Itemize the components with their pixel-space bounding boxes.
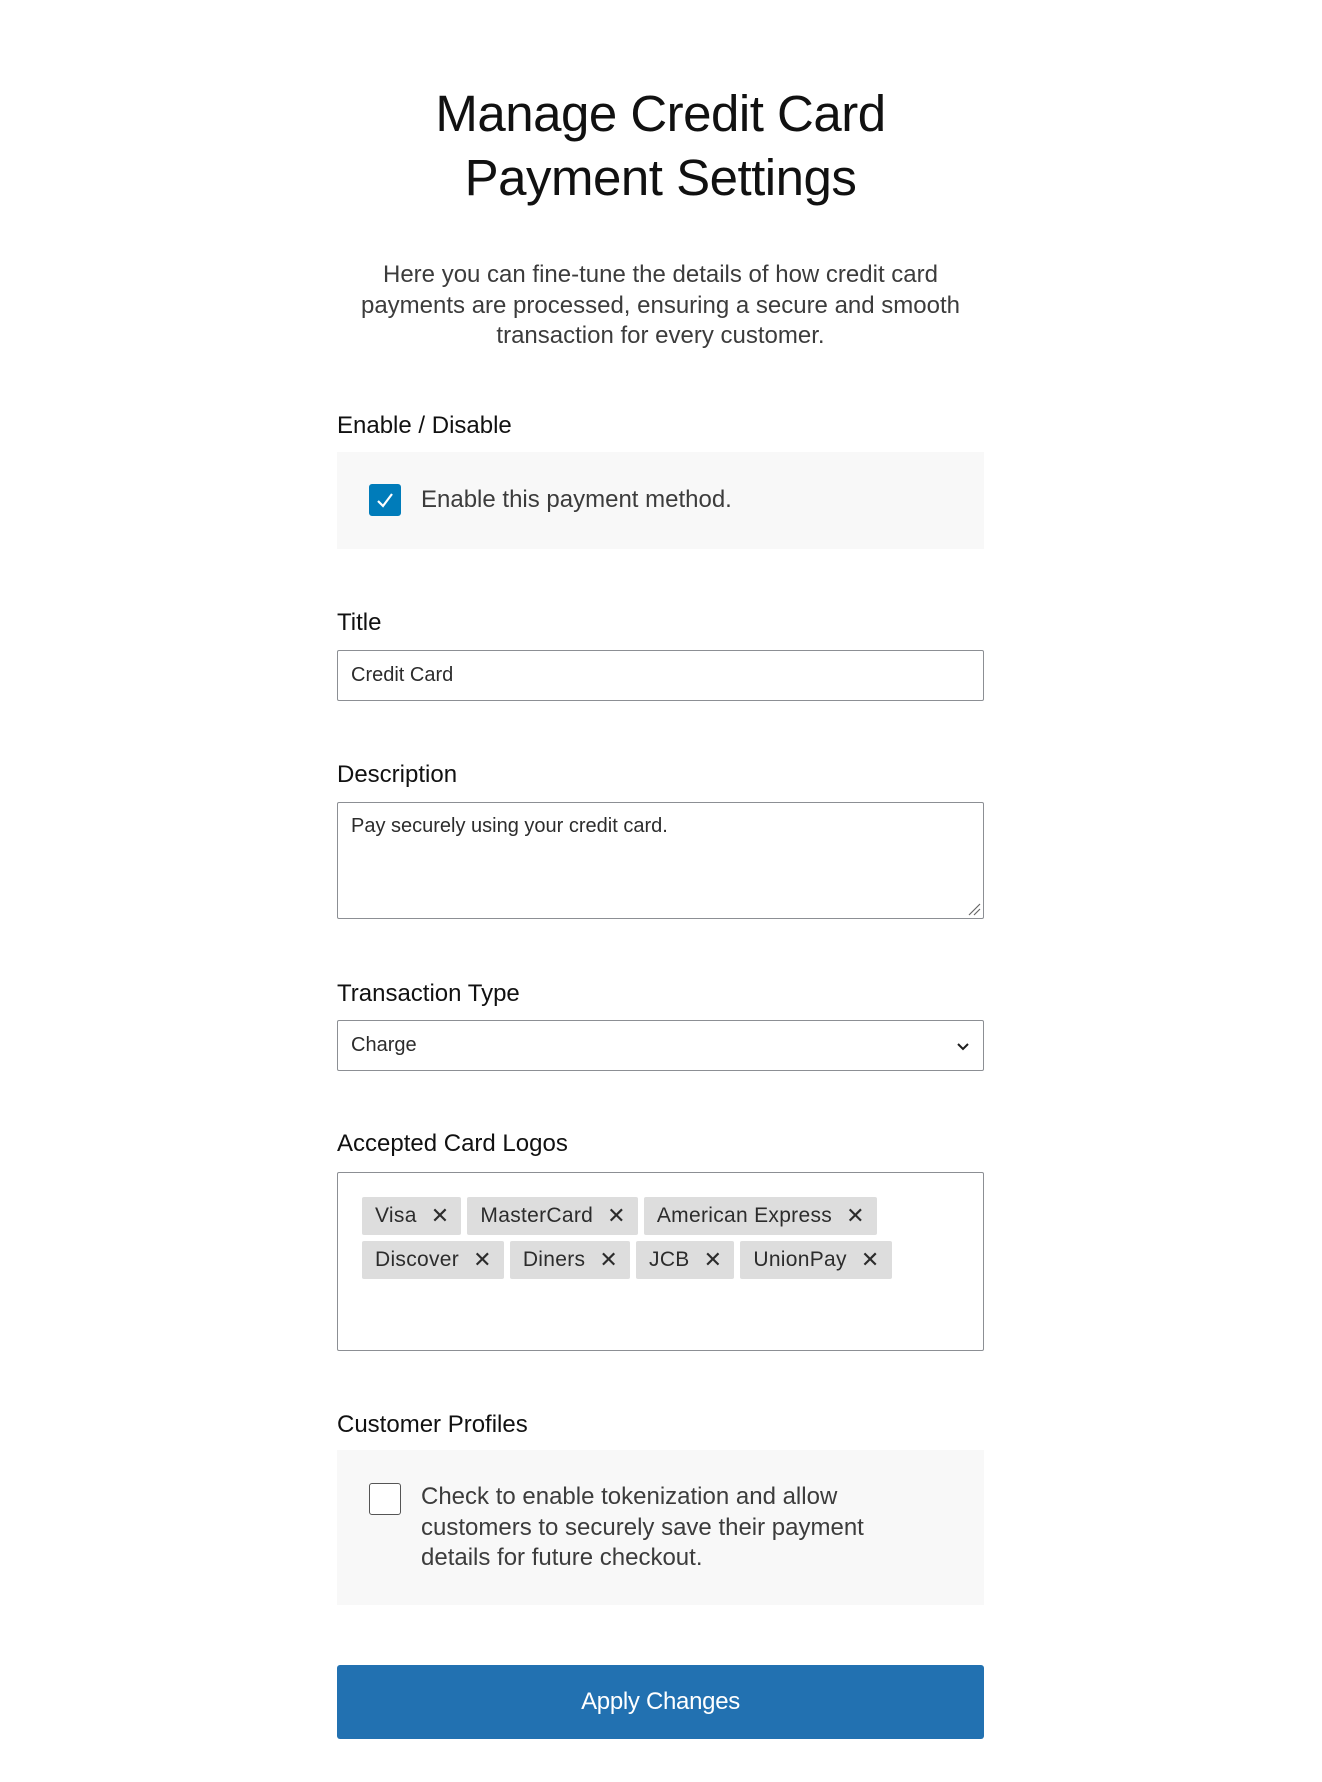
card-tag-label: MasterCard	[480, 1204, 594, 1227]
card-tag	[644, 1197, 877, 1235]
remove-tag-icon[interactable]: ✕	[607, 1203, 626, 1228]
card-tag	[740, 1241, 891, 1279]
card-tag-label: American Express	[656, 1204, 833, 1227]
card-tag	[636, 1241, 734, 1279]
card-tag	[362, 1197, 461, 1235]
checkmark-icon	[370, 485, 400, 515]
resize-handle-icon[interactable]	[967, 902, 981, 916]
enable-checkbox-label: Enable this payment method.	[421, 486, 732, 513]
title-label: Title	[337, 609, 382, 636]
description-textarea[interactable]	[337, 802, 984, 919]
card-tag-label: Visa	[375, 1204, 417, 1227]
customer-profiles-panel	[337, 1450, 984, 1605]
card-tag	[362, 1241, 504, 1279]
enable-panel	[337, 452, 984, 549]
card-tag-label: Diners	[522, 1248, 586, 1271]
remove-tag-icon[interactable]: ✕	[430, 1203, 450, 1228]
enable-label: Enable / Disable	[337, 412, 512, 439]
transaction-type-label: Transaction Type	[337, 980, 520, 1007]
transaction-type-value: Charge	[351, 1034, 417, 1056]
apply-changes-button[interactable]: Apply Changes	[337, 1665, 984, 1739]
card-tag	[510, 1241, 630, 1279]
title-input[interactable]: Credit Card	[337, 650, 984, 701]
enable-checkbox[interactable]	[369, 484, 401, 516]
transaction-type-select[interactable]	[337, 1020, 984, 1071]
card-tag-label: Discover	[375, 1248, 460, 1271]
chevron-down-icon	[956, 1042, 970, 1052]
remove-tag-icon[interactable]: ✕	[846, 1203, 865, 1228]
remove-tag-icon[interactable]: ✕	[473, 1247, 492, 1272]
remove-tag-icon[interactable]: ✕	[599, 1247, 619, 1272]
description-label: Description	[337, 761, 458, 788]
intro-text: Here you can fine-tune the details of how credit card payments are processed, ensuring a secure and smooth transaction for every customer.	[360, 261, 960, 349]
card-tag-label: JCB	[649, 1248, 690, 1271]
card-tag	[467, 1197, 637, 1235]
remove-tag-icon[interactable]: ✕	[703, 1247, 723, 1272]
description-value: Pay securely using your credit card.	[351, 815, 668, 837]
card-logos-label: Accepted Card Logos	[337, 1130, 568, 1157]
remove-tag-icon[interactable]: ✕	[860, 1247, 880, 1272]
card-tag-label: UnionPay	[753, 1248, 847, 1271]
card-logos-multiselect[interactable]	[337, 1172, 984, 1351]
page-title: Manage Credit Card Payment Settings	[435, 85, 886, 206]
customer-profiles-checkbox[interactable]	[369, 1483, 401, 1515]
customer-profiles-checkbox-label: Check to enable tokenization and allow customers to securely save their payment details for future checkout.	[421, 1483, 864, 1571]
customer-profiles-label: Customer Profiles	[337, 1411, 528, 1438]
